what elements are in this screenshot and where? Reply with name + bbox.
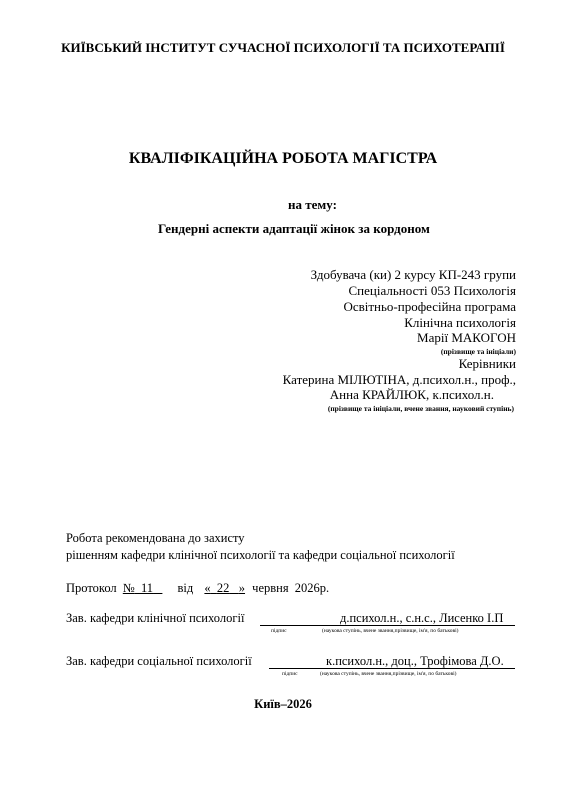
head-clinical-sign-caption: підпис <box>271 628 287 634</box>
supervisors-caption: (прізвище та ініціали, вчене звання, науковий ступінь) <box>327 404 514 413</box>
student-specialty: Спеціальності 053 Психологія <box>348 283 516 298</box>
institute-name: КИЇВСЬКИЙ ІНСТИТУТ СУЧАСНОЇ ПСИХОЛОГІЇ ТА ПСИХОТЕРАПІЇ <box>61 40 505 55</box>
protocol-year: 2026р. <box>294 581 330 595</box>
protocol-month: червня <box>252 581 289 595</box>
protocol-number: № 11 <box>122 581 154 595</box>
recommendation-line-2: рішенням кафедри клінічної психології та кафедри соціальної психології <box>66 548 455 562</box>
recommendation-line-1: Робота рекомендована до захисту <box>66 531 245 545</box>
supervisors-heading: Керівники <box>458 356 516 371</box>
student-name-caption: (прізвище та ініціали) <box>440 347 516 356</box>
protocol-line <box>66 581 329 596</box>
document-title: КВАЛІФІКАЦІЙНА РОБОТА МАГІСТРА <box>128 150 438 167</box>
head-social-label: Зав. кафедри соціальної психології <box>66 654 252 668</box>
protocol-label: Протокол <box>66 581 117 595</box>
student-program-name: Клінічна психологія <box>404 315 516 330</box>
student-course-group: Здобувача (ки) 2 курсу КП-243 групи <box>310 267 516 282</box>
head-clinical-label: Зав. кафедри клінічної психології <box>66 611 245 625</box>
topic-text: Гендерні аспекти адаптації жінок за кордоном <box>158 221 430 236</box>
protocol-from: від <box>177 581 194 595</box>
student-program: Освітньо-професійна програма <box>343 299 516 314</box>
protocol-date: « 22 » <box>204 581 246 595</box>
supervisor-1: Катерина МІЛЮТІНА, д.психол.н., проф., <box>282 372 516 387</box>
head-social-sign-caption: підпис <box>282 671 298 677</box>
head-social-info-caption: (наукова ступінь, вчене звання,прізвище, ім'я, по батькові) <box>320 671 457 677</box>
footer-city-year: Київ–2026 <box>254 697 312 711</box>
topic-label: на тему: <box>288 197 337 212</box>
head-clinical-info-caption: (наукова ступінь, вчене звання,прізвище, ім'я, по батькові) <box>322 628 459 634</box>
supervisor-2: Анна КРАЙЛЮК, к.психол.н. <box>329 387 494 402</box>
head-social-name: к.психол.н., доц., Трофімова Д.О. <box>326 654 504 668</box>
head-clinical-name: д.психол.н., с.н.с., Лисенко І.П <box>340 611 504 625</box>
student-name: Марії МАКОГОН <box>417 330 516 345</box>
